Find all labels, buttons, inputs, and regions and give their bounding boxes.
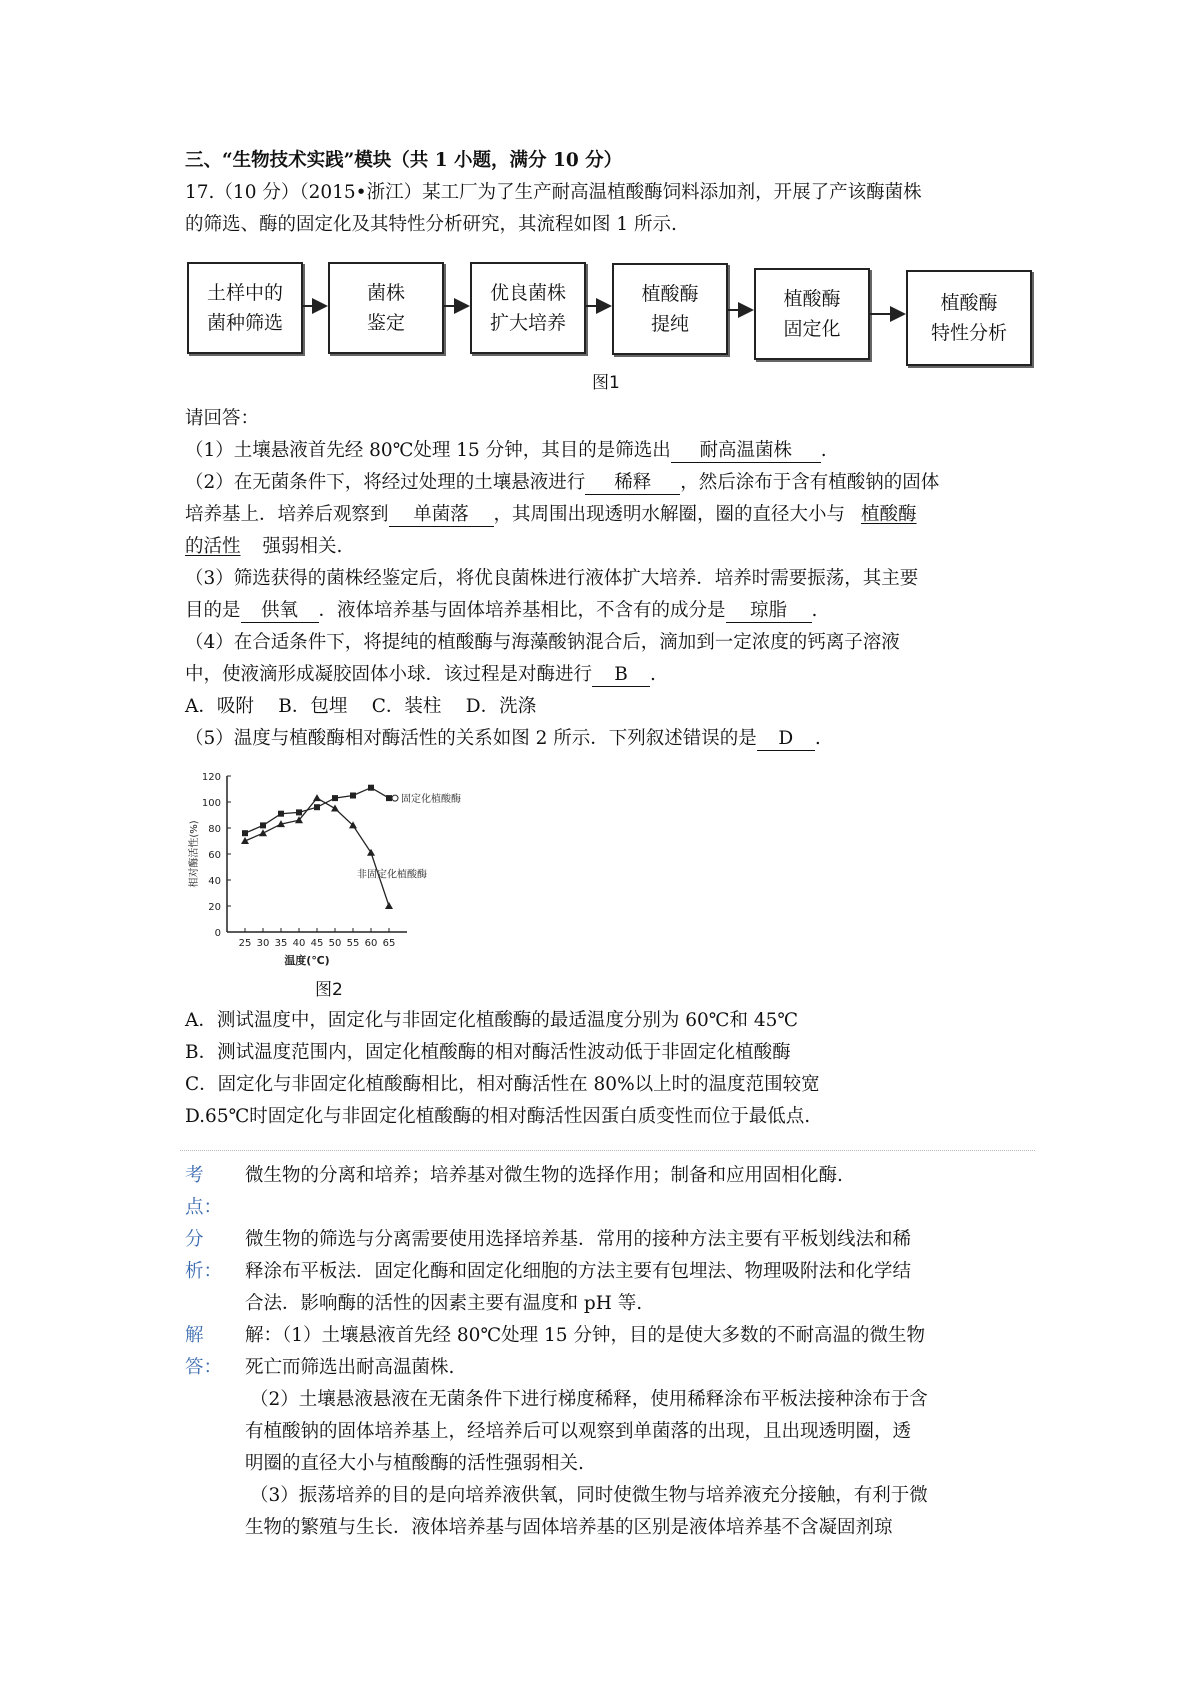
y-tick-label: 40 — [208, 876, 221, 887]
jieda-line7: 生物的繁殖与生长．液体培养基与固体培养基的区别是液体培养基不含凝固剂琼 — [245, 1517, 893, 1538]
x-tick-label: 40 — [292, 938, 306, 949]
data-point — [314, 804, 320, 810]
part2-line3: 的活性 强弱相关. — [185, 536, 343, 557]
figure1-caption: 图1 — [592, 373, 620, 393]
jieda-line5: 明圈的直径大小与植酸酶的活性强弱相关. — [245, 1453, 584, 1474]
part4-answer: B — [592, 664, 650, 687]
section-title: 三、“生物技术实践”模块（共 1 小题，满分 10 分） — [185, 150, 623, 171]
jieda-line2: 死亡而筛选出耐高温菌株. — [245, 1357, 455, 1378]
data-point — [386, 795, 392, 801]
part5-answer: D — [757, 728, 815, 751]
question-intro-line2: 的筛选、酶的固定化及其特性分析研究，其流程如图 1 所示. — [185, 214, 677, 235]
series-line-2 — [245, 798, 389, 906]
part5: （5）温度与植酸酶相对酶活性的关系如图 2 所示．下列叙述错误的是 D . — [185, 728, 821, 749]
y-tick-label: 80 — [208, 824, 221, 835]
part4-line2: 中，使液滴形成凝胶固体小球．该过程是对酶进行 B . — [185, 664, 656, 685]
figure2-caption: 图2 — [315, 980, 343, 1000]
part3-line1: （3）筛选获得的菌株经鉴定后，将优良菌株进行液体扩大培养．培养时需要振荡，其主要 — [185, 568, 919, 589]
flow-step-5: 植酸酶 固定化 — [754, 268, 870, 360]
jieda-line4: 有植酸钠的固体培养基上，经培养后可以观察到单菌落的出现，且出现透明圈，透 — [245, 1421, 912, 1442]
series-label-free: 非固定化植酸酶 — [357, 869, 427, 881]
data-point — [296, 809, 302, 815]
data-point — [385, 902, 393, 909]
label-kaodian: 考点： — [185, 1165, 223, 1218]
part2-answer1: 稀释 — [585, 472, 680, 495]
x-tick-label: 45 — [310, 938, 324, 949]
part3-line2: 目的是 供氧 ．液体培养基与固体培养基相比，不含有的成分是 琼脂 . — [185, 600, 818, 621]
flow-step-3: 优良菌株 扩大培养 — [470, 262, 586, 354]
part4-options: A．吸附 B．包埋 C．装柱 D．洗涤 — [185, 696, 537, 717]
option-a: A．测试温度中，固定化与非固定化植酸酶的最适温度分别为 60℃和 45℃ — [185, 1010, 799, 1031]
data-point — [241, 837, 249, 844]
x-tick-label: 35 — [274, 938, 288, 949]
data-point — [331, 805, 339, 812]
fenxi-line3: 合法．影响酶的活性的因素主要有温度和 pH 等. — [245, 1293, 643, 1314]
flow-arrows — [0, 0, 1200, 400]
part2-answer3b: 的活性 — [185, 536, 241, 557]
data-point — [260, 822, 266, 828]
option-c: C．固定化与非固定化植酸酶相比，相对酶活性在 80%以上时的温度范围较宽 — [185, 1074, 820, 1095]
part2-line1: （2）在无菌条件下，将经过处理的土壤悬液进行 稀释 ，然后涂布于含有植酸钠的固体 — [185, 472, 940, 493]
y-axis-label: 相对酶活性(%) — [189, 820, 200, 888]
fenxi-line1: 微生物的筛选与分离需要使用选择培养基．常用的接种方法主要有平板划线法和稀 — [245, 1229, 912, 1250]
part3-answer1: 供氧 — [241, 600, 319, 623]
data-point — [278, 811, 284, 817]
section-divider — [180, 1150, 1035, 1151]
y-tick-label: 0 — [214, 928, 221, 939]
x-tick-label: 30 — [256, 938, 270, 949]
part2-line2: 培养基上．培养后观察到 单菌落 ，其周围出现透明水解圈，圈的直径大小与 植酸酶 — [185, 504, 917, 525]
flow-step-1: 土样中的 菌种筛选 — [187, 262, 303, 354]
data-point — [242, 830, 248, 836]
part2-answer2: 单菌落 — [389, 504, 494, 527]
data-point — [367, 849, 375, 856]
flow-step-2: 菌株 鉴定 — [328, 262, 444, 354]
x-tick-label: 55 — [346, 938, 360, 949]
prompt: 请回答： — [185, 408, 260, 429]
data-point — [259, 829, 267, 836]
fenxi-line2: 释涂布平板法．固定化酶和固定化细胞的方法主要有包埋法、物理吸附法和化学结 — [245, 1261, 912, 1282]
option-b: B．测试温度范围内，固定化植酸酶的相对酶活性波动低于非固定化植酸酶 — [185, 1042, 791, 1063]
data-point — [332, 795, 338, 801]
figure2-chart — [185, 760, 565, 980]
kaodian-text: 微生物的分离和培养；培养基对微生物的选择作用；制备和应用固相化酶. — [245, 1165, 843, 1186]
jieda-line6: （3）振荡培养的目的是向培养液供氧，同时使微生物与培养液充分接触，有利于微 — [250, 1485, 928, 1506]
part3-answer2: 琼脂 — [726, 600, 812, 623]
part1: （1）土壤悬液首先经 80℃处理 15 分钟，其目的是筛选出 耐高温菌株 . — [185, 440, 827, 461]
part1-answer: 耐高温菌株 — [671, 440, 821, 463]
x-tick-label: 60 — [364, 938, 378, 949]
part2-answer3a: 植酸酶 — [861, 504, 917, 525]
data-point — [368, 785, 374, 791]
data-point — [350, 793, 356, 799]
y-tick-label: 60 — [208, 850, 221, 861]
jieda-line3: （2）土壤悬液悬液在无菌条件下进行梯度稀释，使用稀释涂布平板法接种涂布于含 — [250, 1389, 928, 1410]
data-point — [313, 794, 321, 801]
y-tick-label: 120 — [201, 772, 221, 783]
label-fenxi: 分析： — [185, 1229, 223, 1282]
series-label-marker — [392, 795, 398, 801]
x-tick-label: 65 — [382, 938, 396, 949]
x-tick-label: 50 — [328, 938, 342, 949]
flow-step-6: 植酸酶 特性分析 — [906, 270, 1032, 366]
question-intro-line1: 17.（10 分）（2015•浙江）某工厂为了生产耐高温植酸酶饲料添加剂，开展了产该酶菌株 — [185, 182, 922, 203]
y-tick-label: 100 — [201, 798, 221, 809]
flow-step-4: 植酸酶 提纯 — [612, 263, 728, 355]
y-tick-label: 20 — [208, 902, 221, 913]
x-axis-label: 温度(℃) — [284, 954, 330, 967]
part4-line1: （4）在合适条件下，将提纯的植酸酶与海藻酸钠混合后，滴加到一定浓度的钙离子溶液 — [185, 632, 900, 653]
x-tick-label: 25 — [238, 938, 252, 949]
series-label-immobilized: 固定化植酸酶 — [401, 794, 461, 806]
option-d: D.65℃时固定化与非固定化植酸酶的相对酶活性因蛋白质变性而位于最低点. — [185, 1106, 811, 1127]
label-jieda: 解答： — [185, 1325, 223, 1378]
jieda-line1: 解：（1）土壤悬液首先经 80℃处理 15 分钟，目的是使大多数的不耐高温的微生物 — [245, 1325, 925, 1346]
